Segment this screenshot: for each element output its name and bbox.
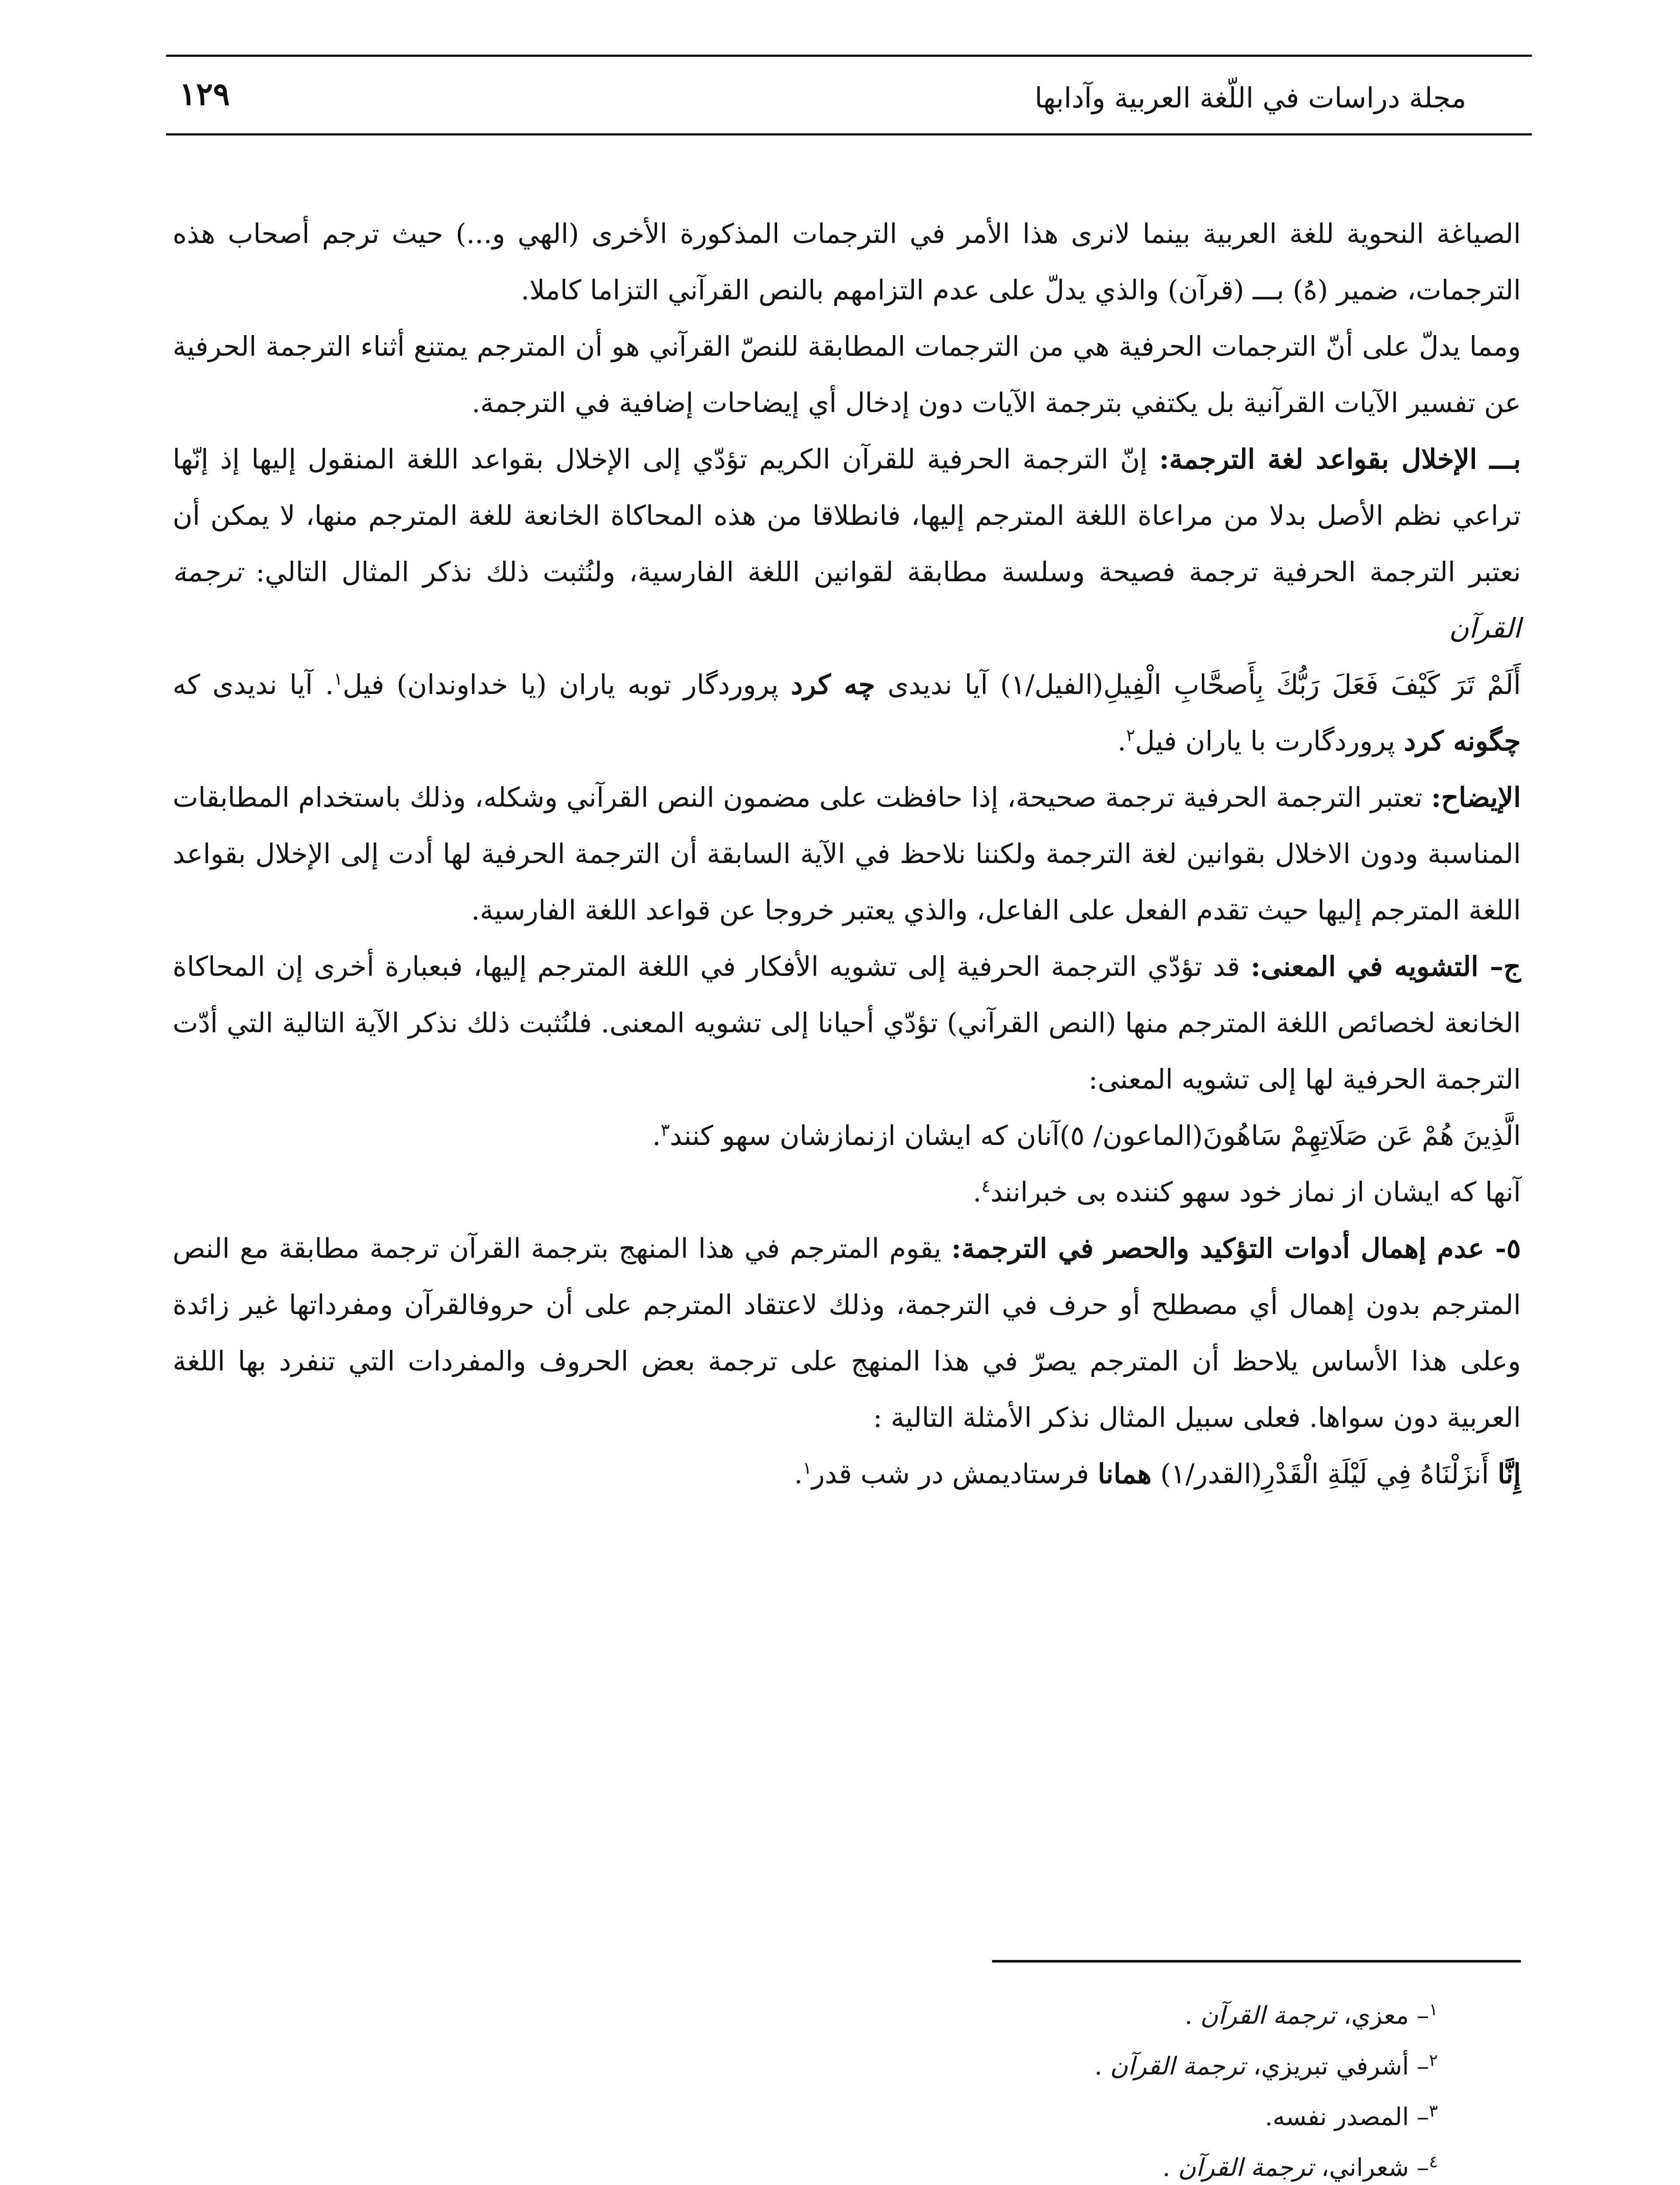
section-idah-heading: الإيضاح: <box>1431 781 1521 813</box>
article-body <box>173 205 1521 1502</box>
section-idah <box>173 769 1521 938</box>
footnote-1 <box>173 1991 1438 2041</box>
section-j-text: قد تؤدّي الترجمة الحرفية إلى تشويه الأفكار في اللغة المترجم إليها، فبعبارة أخرى إن المحاكاة الخانعة لخصائص اللغة المترجم منها (النص القرآني) تؤدّي أحيانا إلى تشويه المعنى. فلنُثبت ذلك نذكر الآية التالية التي أدّت الترجمة الحرفية لها إلى تشويه المعنى: <box>173 950 1521 1095</box>
section-b <box>173 431 1521 656</box>
example-al-maun-alt-end: . <box>973 1176 982 1208</box>
footnote-ref-1b[interactable]: ١ <box>802 1458 812 1478</box>
example-al-fil <box>173 656 1521 769</box>
footnote-text: – أشرفي تبريزي، <box>1253 2052 1429 2081</box>
section-5-heading: ٥- عدم إهمال أدوات التؤكيد والحصر في الترجمة: <box>951 1232 1521 1264</box>
footnote-divider <box>992 1960 1521 1963</box>
example-al-maun-end: . <box>652 1120 661 1151</box>
section-idah-text: تعتبر الترجمة الحرفية ترجمة صحيحة، إذا حافظت على مضمون النص القرآني وشكله، وذلك باستخدام المطابقات المناسبة ودون الاخلال بقوانين لغة الترجمة ولكننا نلاحظ في الآية السابقة أن الترجمة الحرفية لها أدت إلى الإخلال بقواعد اللغة المترجم إليها حيث تقدم الفعل على الفاعل، والذي يعتبر خروجا عن قواعد اللغة الفارسية. <box>173 781 1521 926</box>
section-j <box>173 938 1521 1107</box>
footnotes <box>173 1991 1521 2185</box>
paragraph-translation-commitment: الصياغة النحوية للغة العربية بينما لانرى هذا الأمر في الترجمات المذكورة الأخرى (الهي و...) حيث ترجم أصحاب هذه الترجمات، ضمير (هُ) بـــ (قرآن) والذي يدلّ على عدم التزامهم بالنص القرآني التزاما كاملا. <box>173 218 1521 306</box>
example-al-maun-alt <box>173 1164 1521 1220</box>
footnote-4 <box>173 2143 1438 2185</box>
example-al-fil-text-2: . آيا نديدى كه <box>173 669 334 701</box>
example-al-maun <box>173 1107 1521 1164</box>
footnote-3 <box>173 2092 1438 2143</box>
example-al-fil-text-3: پروردگارت با ياران فيل <box>1135 725 1395 757</box>
footnote-ref-1[interactable]: ١ <box>333 669 343 689</box>
page-header <box>166 55 1532 135</box>
example-al-maun-alt-text: آنها كه ايشان از نماز خود سهو كننده بى خبرانند <box>990 1176 1521 1208</box>
footnote-number: ٤ <box>1429 2152 1438 2171</box>
example-al-qadr-bold-1: إِنَّا <box>1497 1458 1521 1490</box>
example-al-fil-text-1: پروردگار توبه ياران (يا خداوندان) فيل <box>343 669 779 701</box>
section-b-heading: بـــ الإخلال بقواعد لغة الترجمة: <box>1159 443 1521 475</box>
footnote-2 <box>173 2041 1438 2092</box>
footnote-text: – معزي، <box>1343 2001 1429 2030</box>
footnote-number: ٣ <box>1429 2101 1438 2121</box>
journal-title: مجلة دراسات في اللّغة العربية وآدابها <box>1034 82 1466 114</box>
footnote-end: . <box>1162 2154 1170 2182</box>
footnote-text: – شعراني، <box>1321 2154 1429 2182</box>
section-5 <box>173 1220 1521 1446</box>
footnote-ref-4[interactable]: ٤ <box>981 1176 991 1196</box>
footnote-title: ترجمة القرآن <box>1178 2154 1314 2182</box>
example-al-fil-end: . <box>1118 725 1126 757</box>
footnote-number: ١ <box>1429 2000 1438 2019</box>
example-al-qadr-text-2: فرستاديمش در شب قدر <box>812 1458 1089 1490</box>
footnote-end: . <box>1184 2001 1193 2030</box>
footnote-title: ترجمة القرآن <box>1110 2052 1246 2081</box>
example-al-fil-verse: أَلَمْ تَرَ كَيْفَ فَعَلَ رَبُّكَ بِأَصحَّابِ الْفِيلِ(الفيل/١) آيا نديدى <box>887 669 1521 701</box>
footnote-end: . <box>1094 2052 1102 2081</box>
section-b-text: إنّ الترجمة الحرفية للقرآن الكريم تؤدّي إلى الإخلال بقواعد اللغة المنقول إليها إذ إنّها تراعي نظم الأصل بدلا من مراعاة اللغة المترجم إليها، فانطلاقا من هذه المحاكاة الخانعة للغة المترجم منها، لا يمكن أن نعتبر الترجمة الحرفية ترجمة فصيحة وسلسة مطابقة لقوانين اللغة الفارسية، ولنُثبت ذلك نذكر المثال التالي: <box>173 443 1521 588</box>
footnote-title: ترجمة القرآن <box>1200 2001 1336 2030</box>
footnote-text: – المصدر نفسه. <box>1265 2103 1429 2131</box>
footnote-number: ٢ <box>1429 2050 1438 2070</box>
paragraph-literal-translation: ومما يدلّ على أنّ الترجمات الحرفية هي من الترجمات المطابقة للنصّ القرآني هو أن المترجم يمتنع أثناء الترجمة الحرفية عن تفسير الآيات القرآنية بل يكتفي بترجمة الآيات دون إدخال أي إيضاحات إضافية في الترجمة. <box>173 330 1521 419</box>
example-al-qadr-bold-2: همانا <box>1097 1458 1152 1490</box>
page-number: ١٢٩ <box>179 75 230 112</box>
example-al-qadr-text-1: أَنزَلْنَاهُ فِي لَيْلَةِ الْقَدْرِ(القدر/١) <box>1160 1458 1489 1490</box>
example-al-qadr-end: . <box>794 1458 803 1490</box>
example-al-fil-bold-1: چه كرد <box>791 669 875 701</box>
section-j-heading: ج– التشويه في المعنى: <box>1250 950 1521 982</box>
example-al-qadr <box>173 1446 1521 1502</box>
example-al-fil-bold-2: چگونه كرد <box>1403 725 1521 757</box>
section-b-source: ترجمة القرآن <box>173 556 1521 644</box>
section-5-text: يقوم المترجم في هذا المنهج بترجمة القرآن ترجمة مطابقة مع النص المترجم بدون إهمال أي مصطلح أو حرف في الترجمة، وذلك لاعتقاد المترجم على أن حروفالقرآن ومفرداتها غير زائدة وعلى هذا الأساس يلاحظ أن المترجم يصرّ في هذا المنهج على ترجمة بعض الحروف والمفردات التي تنفرد بها اللغة العربية دون سواها. فعلى سبيل المثال نذكر الأمثلة التالية : <box>173 1232 1521 1433</box>
footnote-ref-3[interactable]: ٣ <box>661 1120 670 1140</box>
footnote-ref-2[interactable]: ٢ <box>1126 725 1135 745</box>
example-al-maun-text: الَّذِينَ هُمْ عَن صَلَاتِهِمْ سَاهُونَ(الماعون/ ٥)آنان كه ايشان ازنمازشان سهو كنند <box>670 1120 1521 1151</box>
